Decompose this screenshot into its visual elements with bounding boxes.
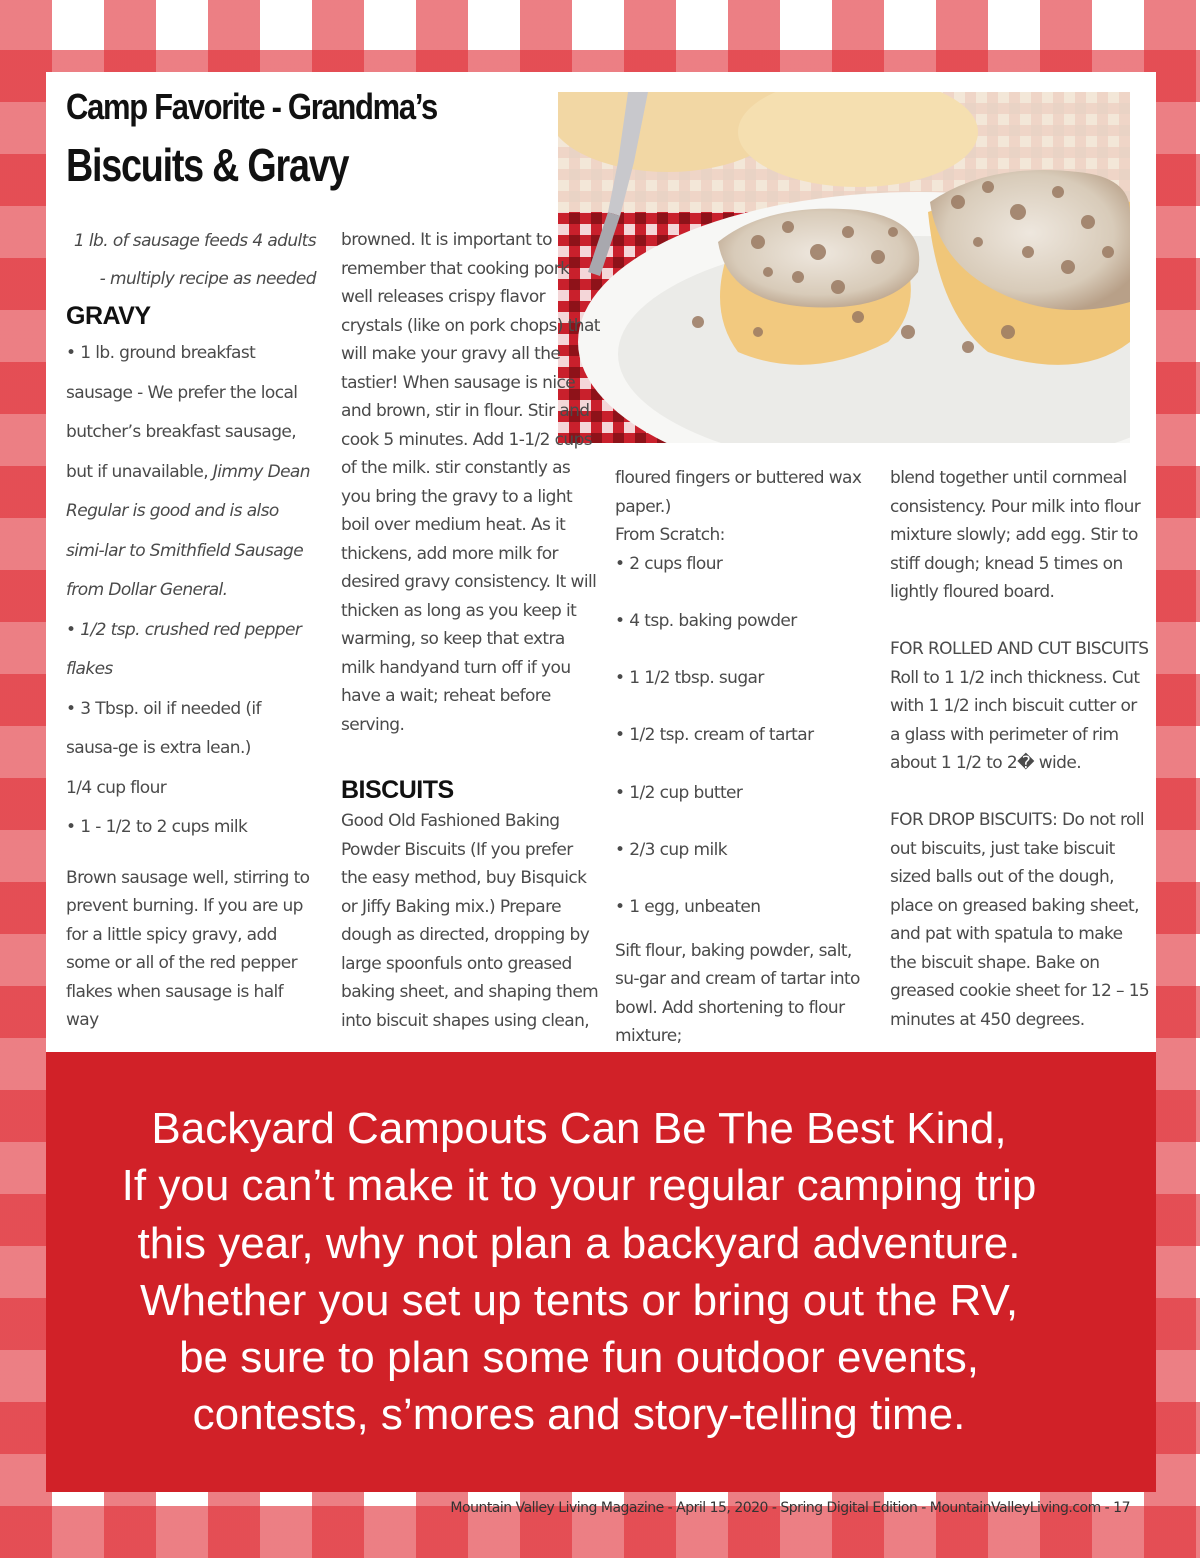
column-gravy-method	[341, 226, 601, 1035]
food-illustration	[558, 92, 1130, 443]
gravy-heading: GRAVY	[66, 302, 151, 330]
rolled-biscuits-instructions: FOR ROLLED AND CUT BISCUITS Roll to 1 1/2 inch thickness. Cut with 1 1/2 inch biscuit cutter or a glass with perimeter of rim about 1 1/2 to 2� wide.	[890, 639, 1149, 773]
ingredient-milk: • 1 - 1/2 to 2 cups milk	[66, 817, 248, 837]
column-biscuit-ingredients	[615, 464, 880, 1051]
title-kicker: Camp Favorite - Grandma’s	[66, 86, 437, 127]
servings-note: 1 lb. of sausage feeds 4 adults - multiply recipe as needed	[73, 231, 316, 289]
sausage-brand-note: Jimmy Dean Regular is good and is also simi-lar to Smithfield Sausage from Dollar General.	[66, 461, 310, 600]
gravy-method-start: Brown sausage well, stirring to prevent burning. If you are up for a little spicy gravy, add some or all of the red pepper flakes when sausage is half way	[66, 867, 310, 1030]
banner-line: If you can’t make it to your regular camping trip	[121, 1161, 1037, 1211]
ingredient-2-cups-flour: • 2 cups flour	[615, 553, 723, 574]
ingredient-milk-biscuit: • 2/3 cup milk	[615, 839, 727, 860]
ingredient-pepper-flakes: • 1/2 tsp. crushed red pepper flakes	[66, 619, 302, 679]
biscuits-intro-cont: floured fingers or buttered wax paper.)	[615, 468, 862, 517]
biscuit-method-start: Sift flour, baking powder, salt, su-gar and cream of tartar into bowl. Add shortening to flour mixture;	[615, 940, 860, 1047]
banner-line: be sure to plan some fun outdoor events,	[179, 1333, 979, 1383]
biscuits-and-gravy-photo	[558, 92, 1130, 443]
drop-biscuits-instructions: FOR DROP BISCUITS: Do not roll out biscuits, just take biscuit sized balls out of the dough, place on greased baking sheet, and pat with spatula to make the biscuit shape. Bake on greased cookie sheet for 12 – 15 minutes at 450 degrees.	[890, 810, 1150, 1030]
ingredient-oil: • 3 Tbsp. oil if needed (if sausa-ge is extra lean.)	[66, 698, 261, 758]
ingredient-sausage-text: • 1 lb. ground breakfast sausage - We prefer the local butcher’s breakfast sausage, but if unavailable,	[66, 343, 298, 482]
page-title: Biscuits & Gravy	[66, 139, 349, 191]
from-scratch-label: From Scratch:	[615, 525, 725, 545]
biscuits-intro: Good Old Fashioned Baking Powder Biscuits (If you prefer the easy method, buy Bisquick or Jiffy Baking mix.) Prepare dough as directed, dropping by large spoonfuls onto greased baking sheet, and shaping them into biscuit shapes using clean,	[341, 811, 599, 1031]
ingredient-egg: • 1 egg, unbeaten	[615, 897, 761, 918]
column-gravy-ingredients	[66, 222, 316, 1035]
biscuits-heading: BISCUITS	[341, 776, 454, 804]
ingredient-flour: 1/4 cup flour	[66, 777, 167, 798]
banner-text	[46, 1100, 1112, 1444]
banner-line: this year, why not plan a backyard adventure.	[137, 1218, 1021, 1268]
banner-line: Backyard Campouts Can Be The Best Kind,	[151, 1104, 1007, 1153]
ingredient-sausage	[66, 334, 316, 611]
banner-line: contests, s’mores and story-telling time.	[192, 1390, 966, 1440]
banner-line: Whether you set up tents or bring out the RV,	[139, 1275, 1019, 1325]
ingredient-butter: • 1/2 cup butter	[615, 782, 743, 803]
ingredient-baking-powder: • 4 tsp. baking powder	[615, 610, 797, 631]
biscuit-method-cont: blend together until cornmeal consistency. Pour milk into flour mixture slowly; add egg. Stir to stiff dough; knead 5 times on lightly floured board.	[890, 468, 1141, 602]
column-biscuit-method	[890, 464, 1150, 1034]
ingredient-sugar: • 1 1/2 tbsp. sugar	[615, 668, 764, 689]
gravy-method-cont: browned. It is important to remember that cooking pork well releases crispy flavor crystals (like on pork chops) that will make your gravy all the tastier! When sausage is nice and brown, stir in flour. Stir and cook 5 minutes. Add 1-1/2 cups of the milk. stir constantly as you bring the gravy to a light boil over medium heat. As it thickens, add more milk for desired gravy consistency. It will thicken as long as you keep it warming, so keep that extra milk handyand turn off if you have a wait; reheat before serving.	[341, 230, 600, 735]
recipe-panel	[46, 72, 1156, 1052]
page-footer: Mountain Valley Living Magazine - April 15, 2020 - Spring Digital Edition - MountainValleyLiving.com - 17	[450, 1500, 1130, 1516]
campout-banner	[46, 1052, 1156, 1492]
ingredient-cream-of-tartar: • 1/2 tsp. cream of tartar	[615, 725, 814, 746]
